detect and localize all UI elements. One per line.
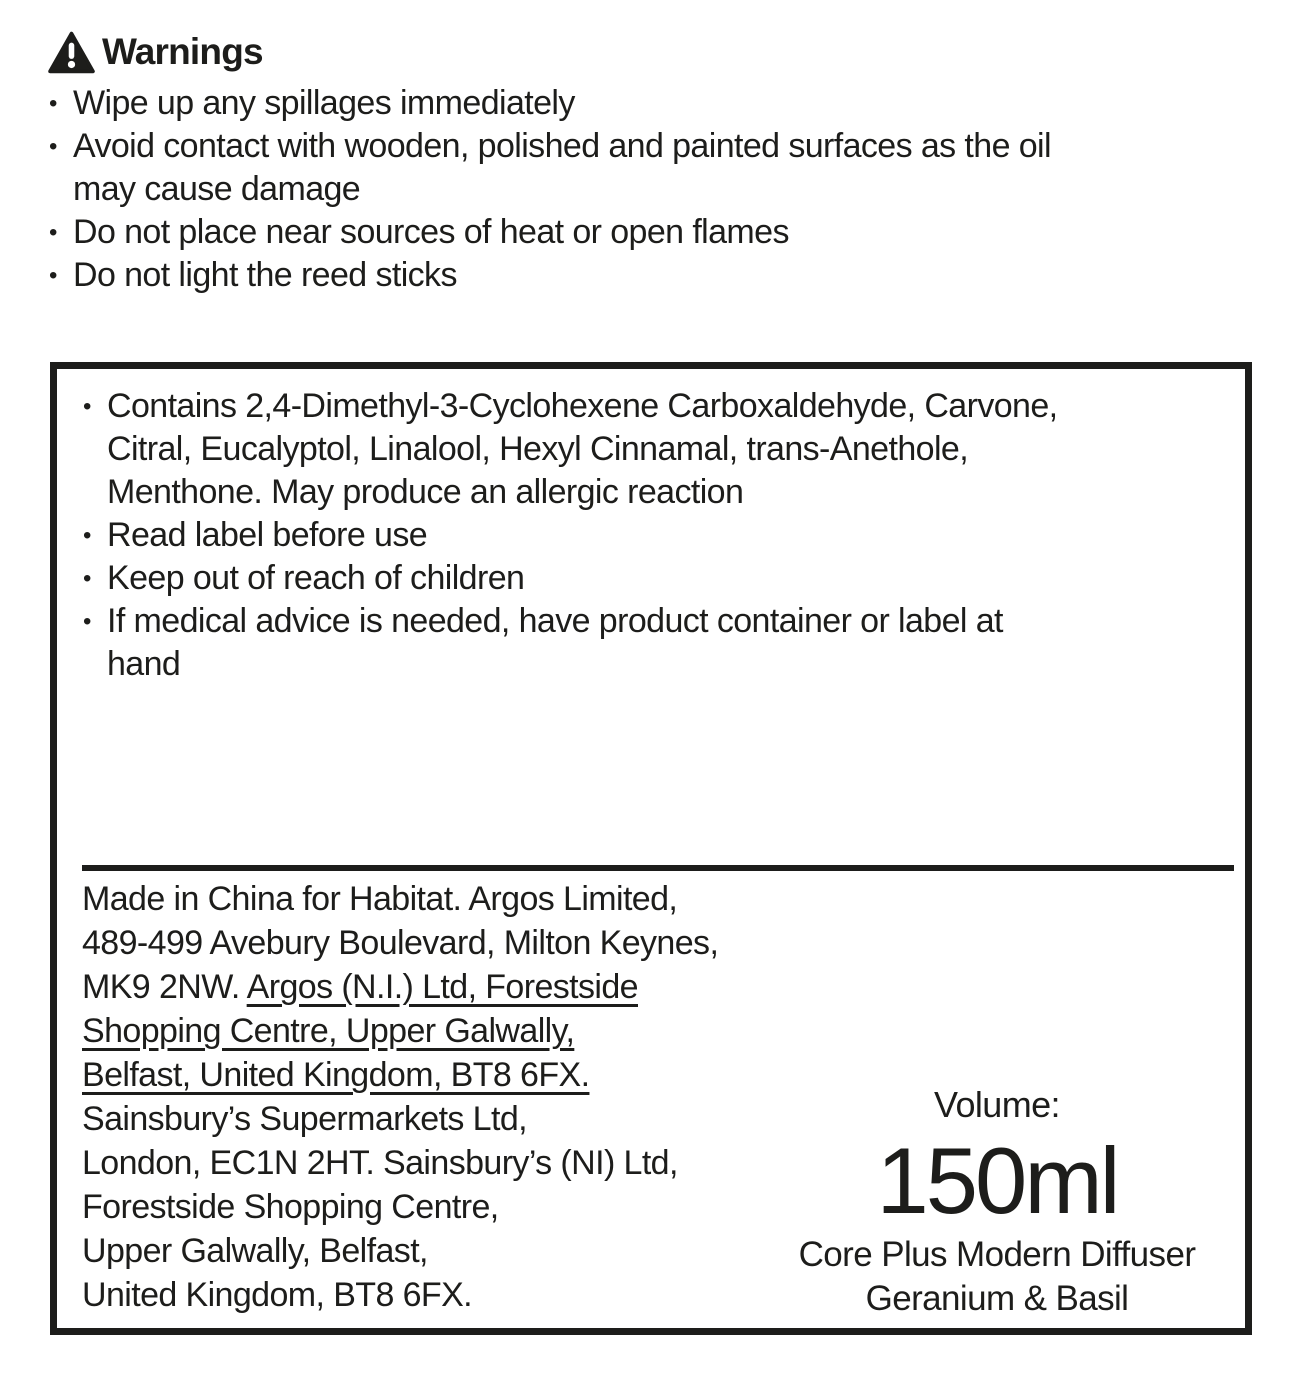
address-line: London, EC1N 2HT. Sainsbury’s (NI) Ltd, [82, 1144, 678, 1182]
address-underlined: Argos (N.I.) Ltd, Forestside [246, 968, 638, 1006]
address-line: 489-499 Avebury Boulevard, Milton Keynes, [82, 924, 719, 962]
volume-label: Volume: [934, 1084, 1060, 1125]
safety-text: • Contains 2,4-Dimethyl-3-Cyclohexene Carboxaldehyde, Carvone, [107, 387, 1058, 425]
warning-item [48, 211, 1051, 254]
address-line [82, 965, 718, 1009]
warnings-list [48, 82, 1051, 297]
safety-box [50, 362, 1252, 1335]
manufacturer-address [82, 877, 718, 1317]
safety-item-ingredients [82, 385, 1058, 514]
safety-list [82, 385, 1058, 686]
address-plain: MK9 2NW. [82, 968, 247, 1006]
safety-text: • Keep out of reach of children [107, 559, 525, 597]
safety-text: hand [107, 645, 181, 683]
product-name-line-1: Core Plus Modern Diffuser [798, 1235, 1196, 1274]
warning-text: • Do not light the reed sticks [73, 256, 457, 294]
warning-text: • Do not place near sources of heat or open flames [73, 213, 789, 251]
warning-item [48, 82, 1051, 125]
safety-item [82, 600, 1058, 686]
volume-value: 150ml [876, 1128, 1118, 1233]
warning-text: • Avoid contact with wooden, polished and painted surfaces as the oil [73, 127, 1051, 165]
address-line: Made in China for Habitat. Argos Limited, [82, 880, 678, 918]
warning-triangle-icon [48, 31, 95, 74]
warning-text: • Wipe up any spillages immediately [73, 84, 575, 122]
warning-item [48, 125, 1051, 211]
safety-text: Menthone. May produce an allergic reaction [107, 473, 744, 511]
safety-item [82, 514, 1058, 557]
warning-item [48, 254, 1051, 297]
safety-text: • If medical advice is needed, have product container or label at [107, 602, 1003, 640]
address-line: Upper Galwally, Belfast, [82, 1232, 428, 1270]
warnings-section [48, 28, 1051, 297]
address-line: Sainsbury’s Supermarkets Ltd, [82, 1100, 527, 1138]
safety-text: Citral, Eucalyptol, Linalool, Hexyl Cinnamal, trans-Anethole, [107, 430, 969, 468]
address-underlined: Belfast, United Kingdom, BT8 6FX. [82, 1056, 590, 1094]
product-name-line-2: Geranium & Basil [865, 1279, 1129, 1318]
warnings-header [48, 28, 1051, 76]
address-line [82, 1053, 718, 1097]
address-line: Forestside Shopping Centre, [82, 1188, 499, 1226]
address-underlined: Shopping Centre, Upper Galwally, [82, 1012, 575, 1050]
safety-text: • Read label before use [107, 516, 428, 554]
divider-line [82, 865, 1234, 871]
address-line: United Kingdom, BT8 6FX. [82, 1276, 473, 1314]
warning-text: may cause damage [73, 170, 361, 208]
safety-item [82, 557, 1058, 600]
volume-block [717, 1081, 1277, 1321]
address-line [82, 1009, 718, 1053]
warnings-title: Warnings [102, 31, 263, 72]
